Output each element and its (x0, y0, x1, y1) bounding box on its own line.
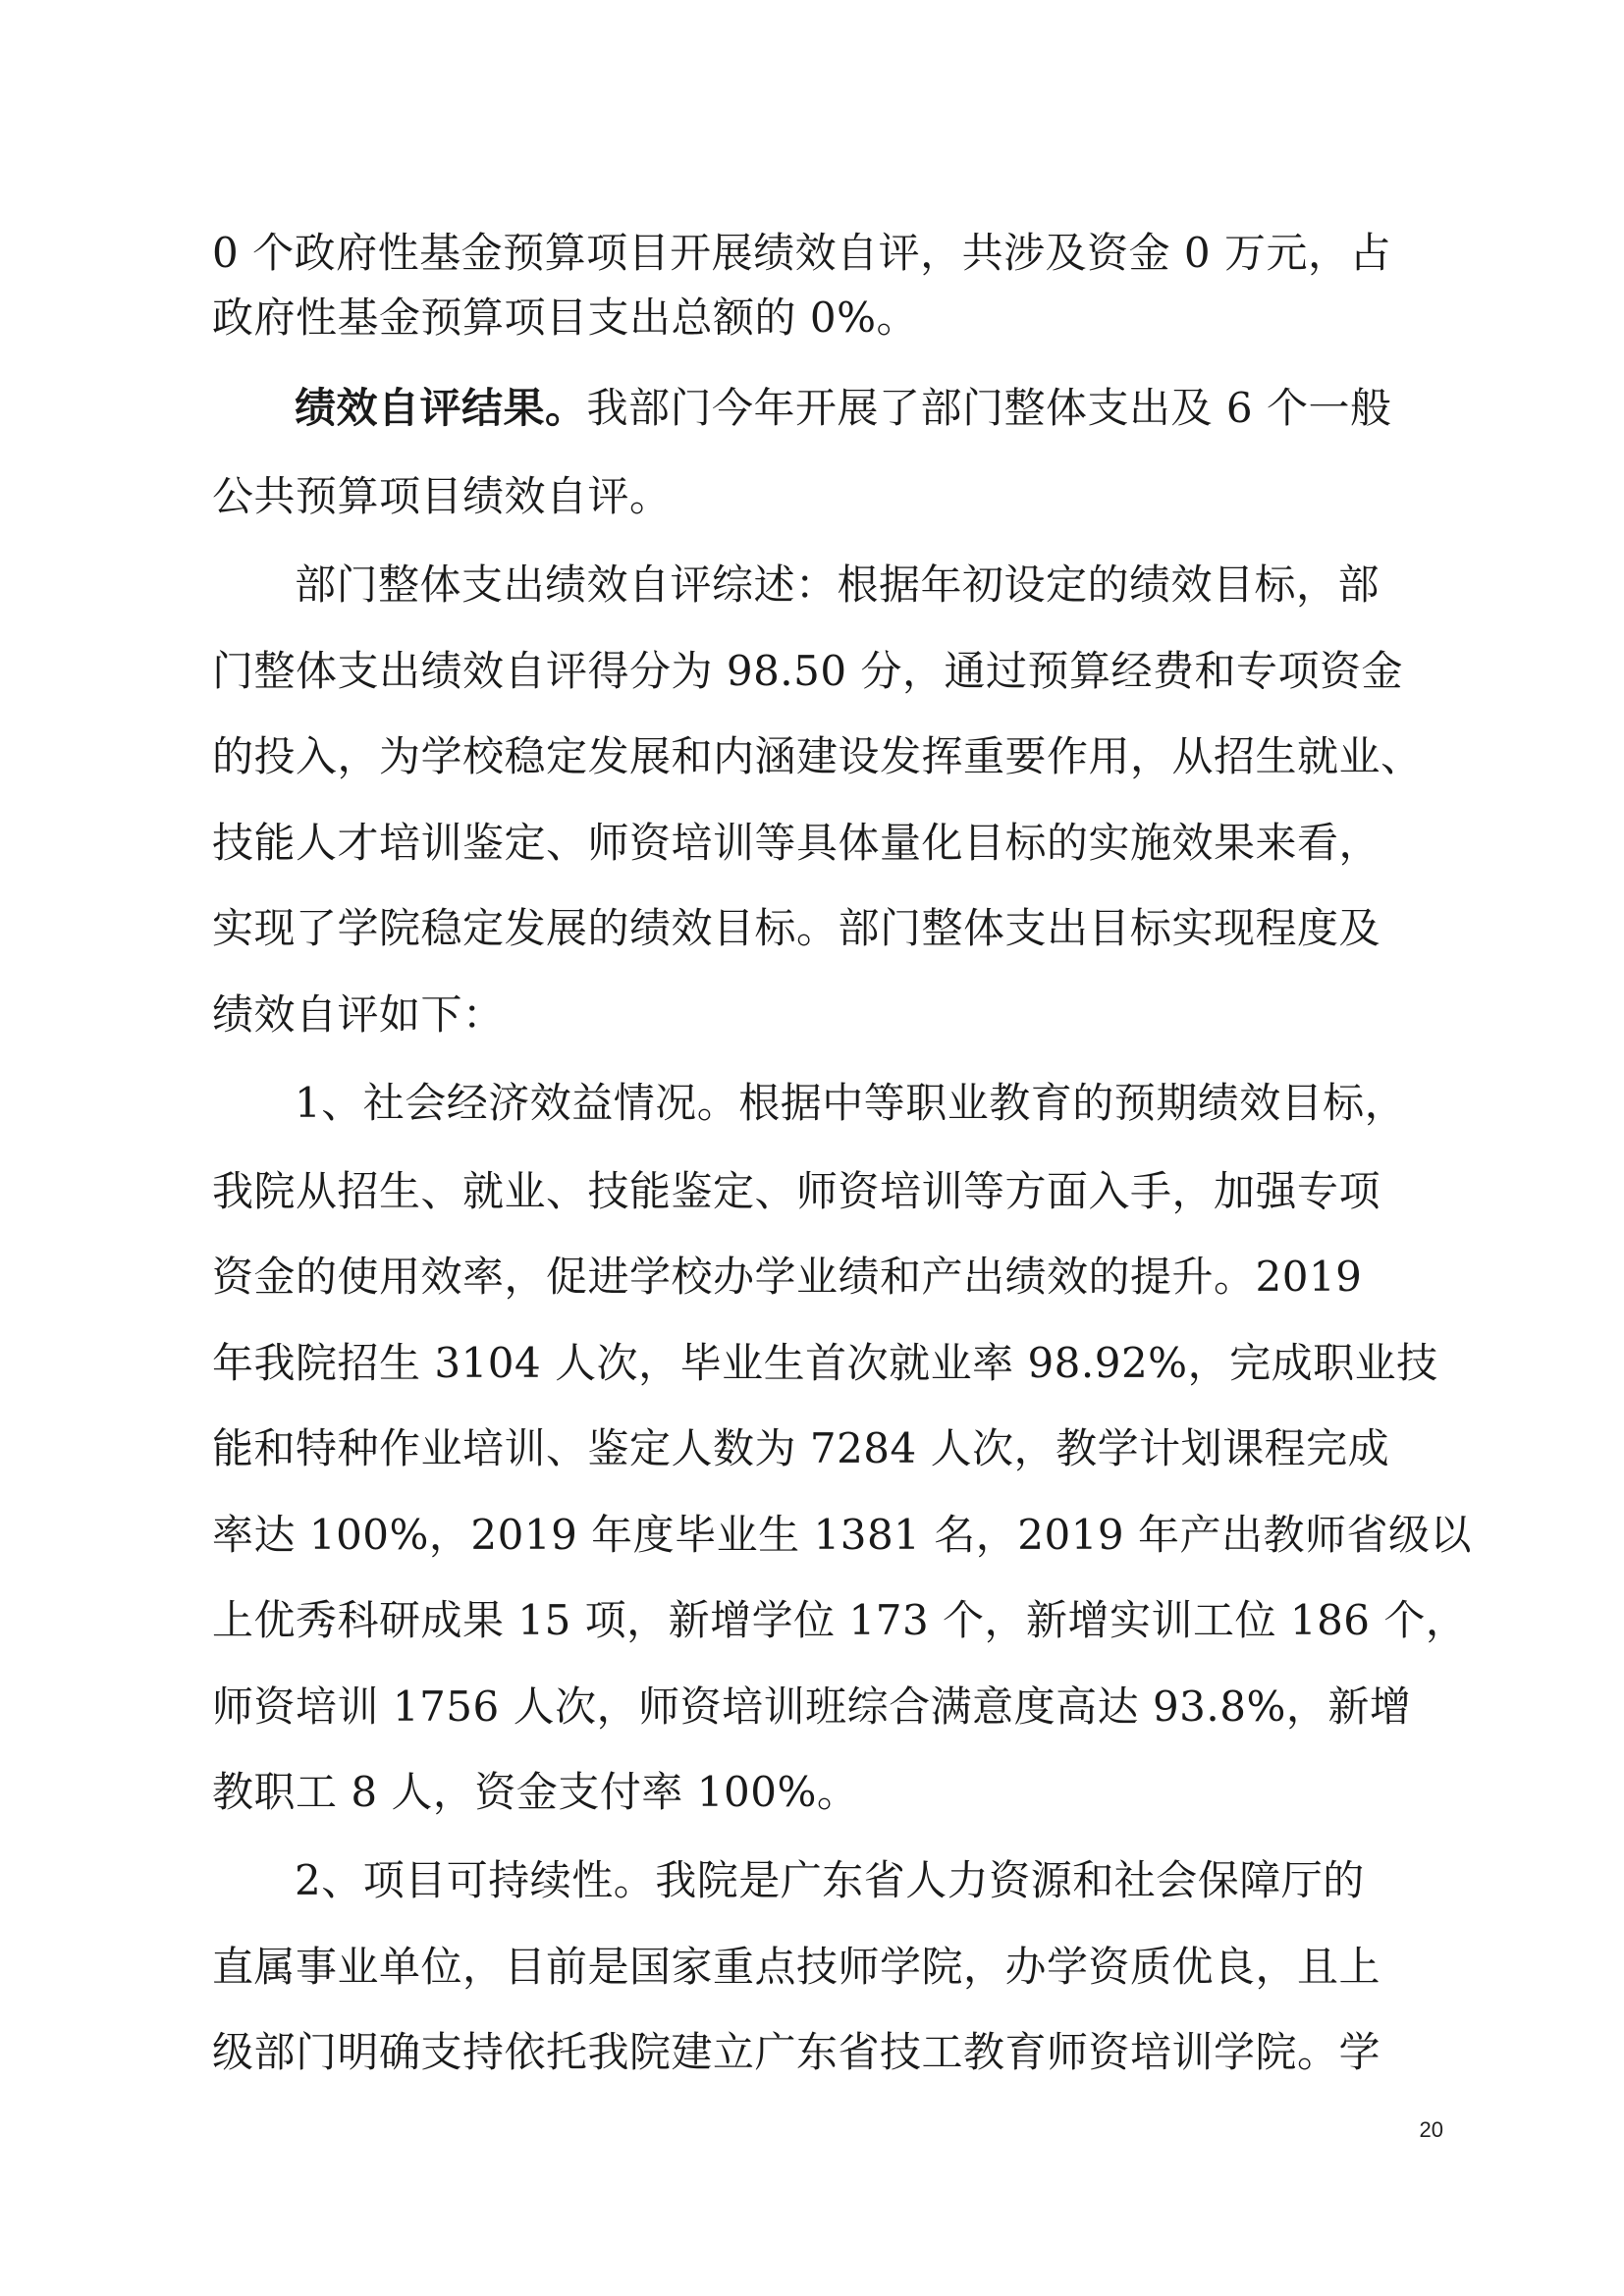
text-line-4: 公共预算项目绩效自评。 (212, 472, 672, 520)
text-line-20: 2、项目可持续性。我院是广东省人力资源和社会保障厅的 (295, 1856, 1365, 1904)
text-line-7: 的投入，为学校稳定发展和内涵建设发挥重要作用，从招生就业、 (212, 732, 1423, 780)
text-line-8: 技能人才培训鉴定、师资培训等具体量化目标的实施效果来看， (212, 819, 1381, 867)
text-line-13: 资金的使用效率，促进学校办学业绩和产出绩效的提升。2019 (212, 1253, 1363, 1301)
text-line-3 (295, 379, 1430, 438)
text-line-3-rest: 我部门今年开展了部门整体支出及 6 个一般 (586, 384, 1392, 432)
section-heading: 绩效自评结果。 (295, 384, 587, 432)
text-line-12: 我院从招生、就业、技能鉴定、师资培训等方面入手，加强专项 (212, 1167, 1381, 1215)
text-line-1: 0 个政府性基金预算项目开展绩效自评，共涉及资金 0 万元，占 (212, 229, 1391, 277)
text-line-6: 门整体支出绩效自评得分为 98.50 分，通过预算经费和专项资金 (212, 647, 1403, 695)
text-line-2: 政府性基金预算项目支出总额的 0%。 (212, 294, 918, 342)
text-line-14: 年我院招生 3104 人次，毕业生首次就业率 98.92%，完成职业技 (212, 1339, 1438, 1387)
page-number: 20 (1419, 2117, 1443, 2142)
text-line-16: 率达 100%，2019 年度毕业生 1381 名，2019 年产出教师省级以 (212, 1511, 1472, 1559)
text-line-5: 部门整体支出绩效自评综述：根据年初设定的绩效目标，部 (295, 561, 1380, 609)
text-line-18: 师资培训 1756 人次，师资培训班综合满意度高达 93.8%，新增 (212, 1682, 1412, 1731)
text-line-19: 教职工 8 人，资金支付率 100%。 (212, 1768, 859, 1816)
text-line-17: 上优秀科研成果 15 项，新增学位 173 个，新增实训工位 186 个， (212, 1596, 1468, 1644)
text-line-22: 级部门明确支持依托我院建立广东省技工教育师资培训学院。学 (212, 2028, 1381, 2076)
text-line-11: 1、社会经济效益情况。根据中等职业教育的预期绩效目标， (295, 1079, 1407, 1127)
text-line-10: 绩效自评如下： (212, 990, 505, 1039)
text-line-9: 实现了学院稳定发展的绩效目标。部门整体支出目标实现程度及 (212, 904, 1381, 952)
text-line-15: 能和特种作业培训、鉴定人数为 7284 人次，教学计划课程完成 (212, 1424, 1390, 1472)
text-line-21: 直属事业单位，目前是国家重点技师学院，办学资质优良，且上 (212, 1943, 1381, 1991)
